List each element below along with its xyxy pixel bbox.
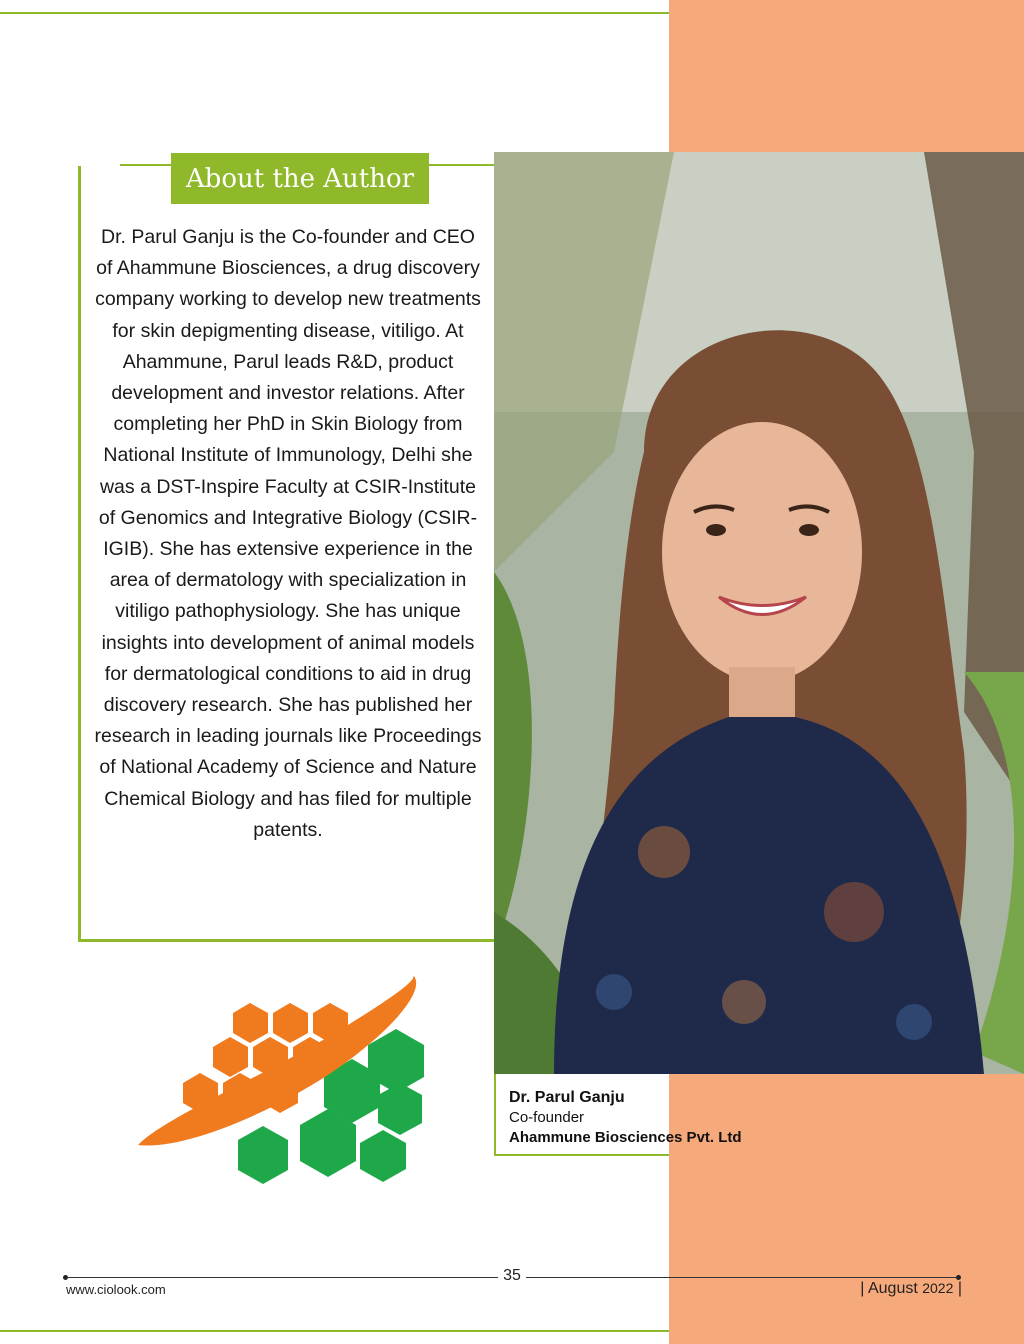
caption-rule-horizontal (494, 1154, 669, 1156)
author-frame-bottom (78, 939, 494, 942)
photo-caption (509, 1088, 742, 1148)
caption-role: Co-founder (509, 1109, 585, 1126)
top-rule (0, 12, 669, 14)
ahammune-logo (128, 965, 428, 1205)
footer-website: www.ciolook.com (66, 1282, 166, 1297)
footer-issue-date: | August 2022 | (860, 1280, 962, 1297)
caption-rule-vertical (494, 1074, 496, 1156)
hexagon-logo-icon (128, 965, 428, 1205)
author-section-title: About the Author (171, 153, 429, 204)
issue-month: August (867, 1280, 918, 1297)
bottom-rule (0, 1330, 669, 1332)
caption-name: Dr. Parul Ganju (509, 1089, 625, 1106)
author-bio: Dr. Parul Ganju is the Co-founder and CEO of Ahammune Biosciences, a drug discovery company working to develop new treatments for skin depigmenting disease, vitiligo. At Ahammune, Parul leads R&D, product development and investor relations. After completing her PhD in Skin Biology from National Institute of Immunology, Delhi she was a DST-Inspire Faculty at CSIR-Institute of Genomics and Integrative Biology (CSIR-IGIB). She has extensive experience in the area of dermatology with specialization in vitiligo pathophysiology. She has unique insights into development of animal models for dermatological conditions to aid in drug discovery research. She has published her research in leading journals like Proceedings of National Academy of Science and Nature Chemical Biology and has filed for multiple patents. (94, 226, 482, 841)
page-number: 35 (503, 1267, 521, 1284)
footer-rule-left (66, 1277, 498, 1278)
portrait-illustration (494, 152, 1024, 1074)
portrait-photo (494, 152, 1024, 1074)
footer-rule-right (526, 1277, 958, 1278)
issue-year: 2022 (922, 1280, 954, 1296)
author-frame-left (78, 166, 81, 942)
caption-company: Ahammune Biosciences Pvt. Ltd (509, 1129, 742, 1146)
